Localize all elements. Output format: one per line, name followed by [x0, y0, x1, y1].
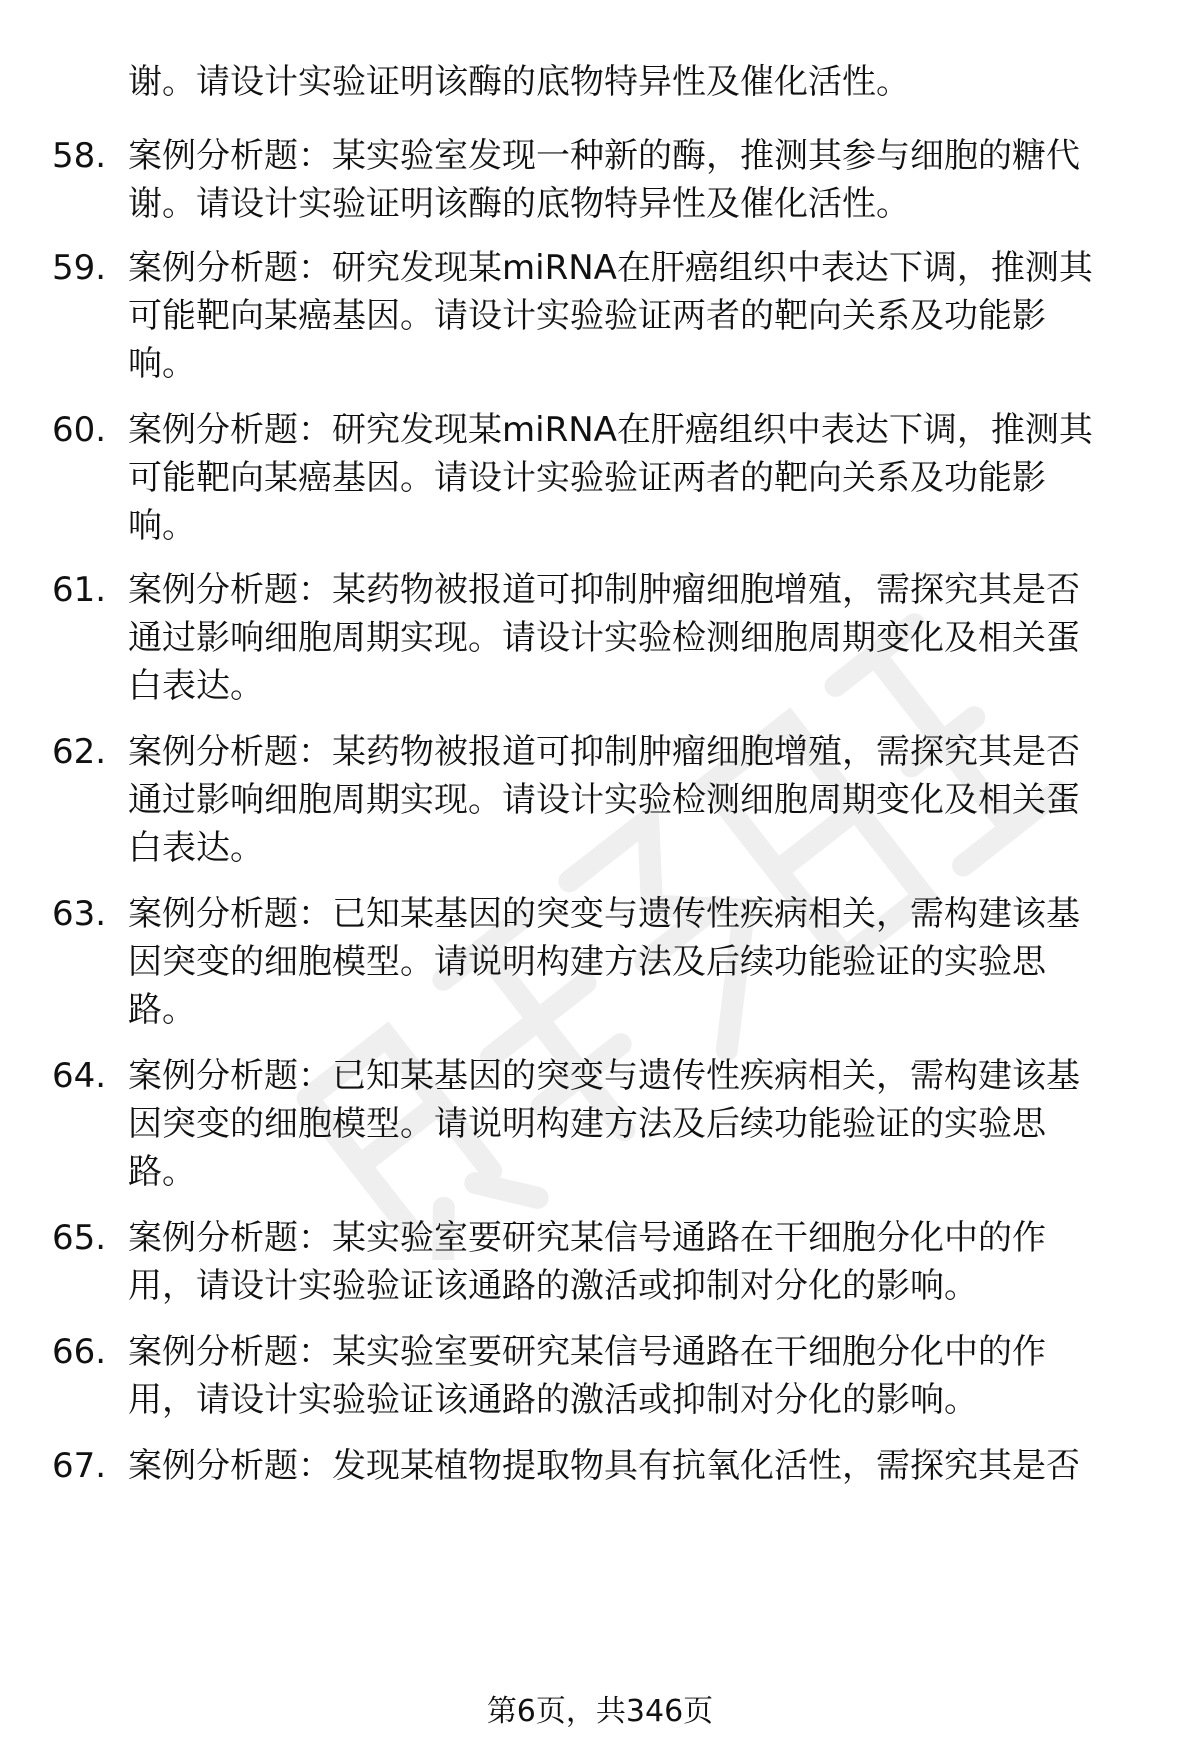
question-text	[128, 406, 1158, 550]
question-text	[128, 244, 1158, 388]
question-line: 案例分析题：某实验室要研究某信号通路在干细胞分化中的作	[128, 1218, 1046, 1258]
question-line: 因突变的细胞模型。请说明构建方法及后续功能验证的实验思	[128, 942, 1046, 982]
question-line: 案例分析题：发现某植物提取物具有抗氧化活性，需探究其是否	[128, 1446, 1080, 1486]
question-line: 案例分析题：已知某基因的突变与遗传性疾病相关，需构建该基	[128, 894, 1080, 934]
question-text	[128, 132, 1158, 228]
question-line: 案例分析题：某药物被报道可抑制肿瘤细胞增殖，需探究其是否	[128, 732, 1080, 772]
question-number: 65.	[52, 1218, 107, 1258]
question-number: 67.	[52, 1446, 107, 1486]
question-line: 响。	[128, 344, 196, 384]
question-text	[128, 1214, 1158, 1310]
question-text	[128, 728, 1158, 872]
question-number: 66.	[52, 1332, 107, 1372]
question-line: 用，请设计实验验证该通路的激活或抑制对分化的影响。	[128, 1380, 978, 1420]
question-number: 62.	[52, 732, 107, 772]
question-line: 案例分析题：某实验室要研究某信号通路在干细胞分化中的作	[128, 1332, 1046, 1372]
question-text	[128, 566, 1158, 710]
question-line: 案例分析题：研究发现某miRNA在肝癌组织中表达下调，推测其	[128, 410, 1093, 450]
question-line: 可能靶向某癌基因。请设计实验验证两者的靶向关系及功能影	[128, 296, 1046, 336]
question-line: 案例分析题：研究发现某miRNA在肝癌组织中表达下调，推测其	[128, 248, 1093, 288]
question-line: 可能靶向某癌基因。请设计实验验证两者的靶向关系及功能影	[128, 458, 1046, 498]
question-text	[128, 1052, 1158, 1196]
question-line: 白表达。	[128, 666, 264, 706]
question-line: 路。	[128, 1152, 196, 1192]
question-text	[128, 1328, 1158, 1424]
question-number: 58.	[52, 136, 107, 176]
question-line: 响。	[128, 506, 196, 546]
question-line: 案例分析题：已知某基因的突变与遗传性疾病相关，需构建该基	[128, 1056, 1080, 1096]
question-text	[128, 1442, 1158, 1490]
question-number: 59.	[52, 248, 107, 288]
question-line: 案例分析题：某实验室发现一种新的酶，推测其参与细胞的糖代	[128, 136, 1080, 176]
question-number: 61.	[52, 570, 107, 610]
question-text	[128, 890, 1158, 1034]
question-line: 白表达。	[128, 828, 264, 868]
question-line: 路。	[128, 990, 196, 1030]
question-number: 63.	[52, 894, 107, 934]
question-line: 通过影响细胞周期实现。请设计实验检测细胞周期变化及相关蛋	[128, 780, 1080, 820]
question-line: 通过影响细胞周期实现。请设计实验检测细胞周期变化及相关蛋	[128, 618, 1080, 658]
page-footer: 第6页，共346页	[486, 1694, 714, 1729]
question-line: 因突变的细胞模型。请说明构建方法及后续功能验证的实验思	[128, 1104, 1046, 1144]
question-line: 用，请设计实验验证该通路的激活或抑制对分化的影响。	[128, 1266, 978, 1306]
question-number: 60.	[52, 410, 107, 450]
question-line: 案例分析题：某药物被报道可抑制肿瘤细胞增殖，需探究其是否	[128, 570, 1080, 610]
question-line: 谢。请设计实验证明该酶的底物特异性及催化活性。	[128, 184, 910, 224]
continued-text-line: 谢。请设计实验证明该酶的底物特异性及催化活性。	[128, 62, 910, 102]
question-number: 64.	[52, 1056, 107, 1096]
